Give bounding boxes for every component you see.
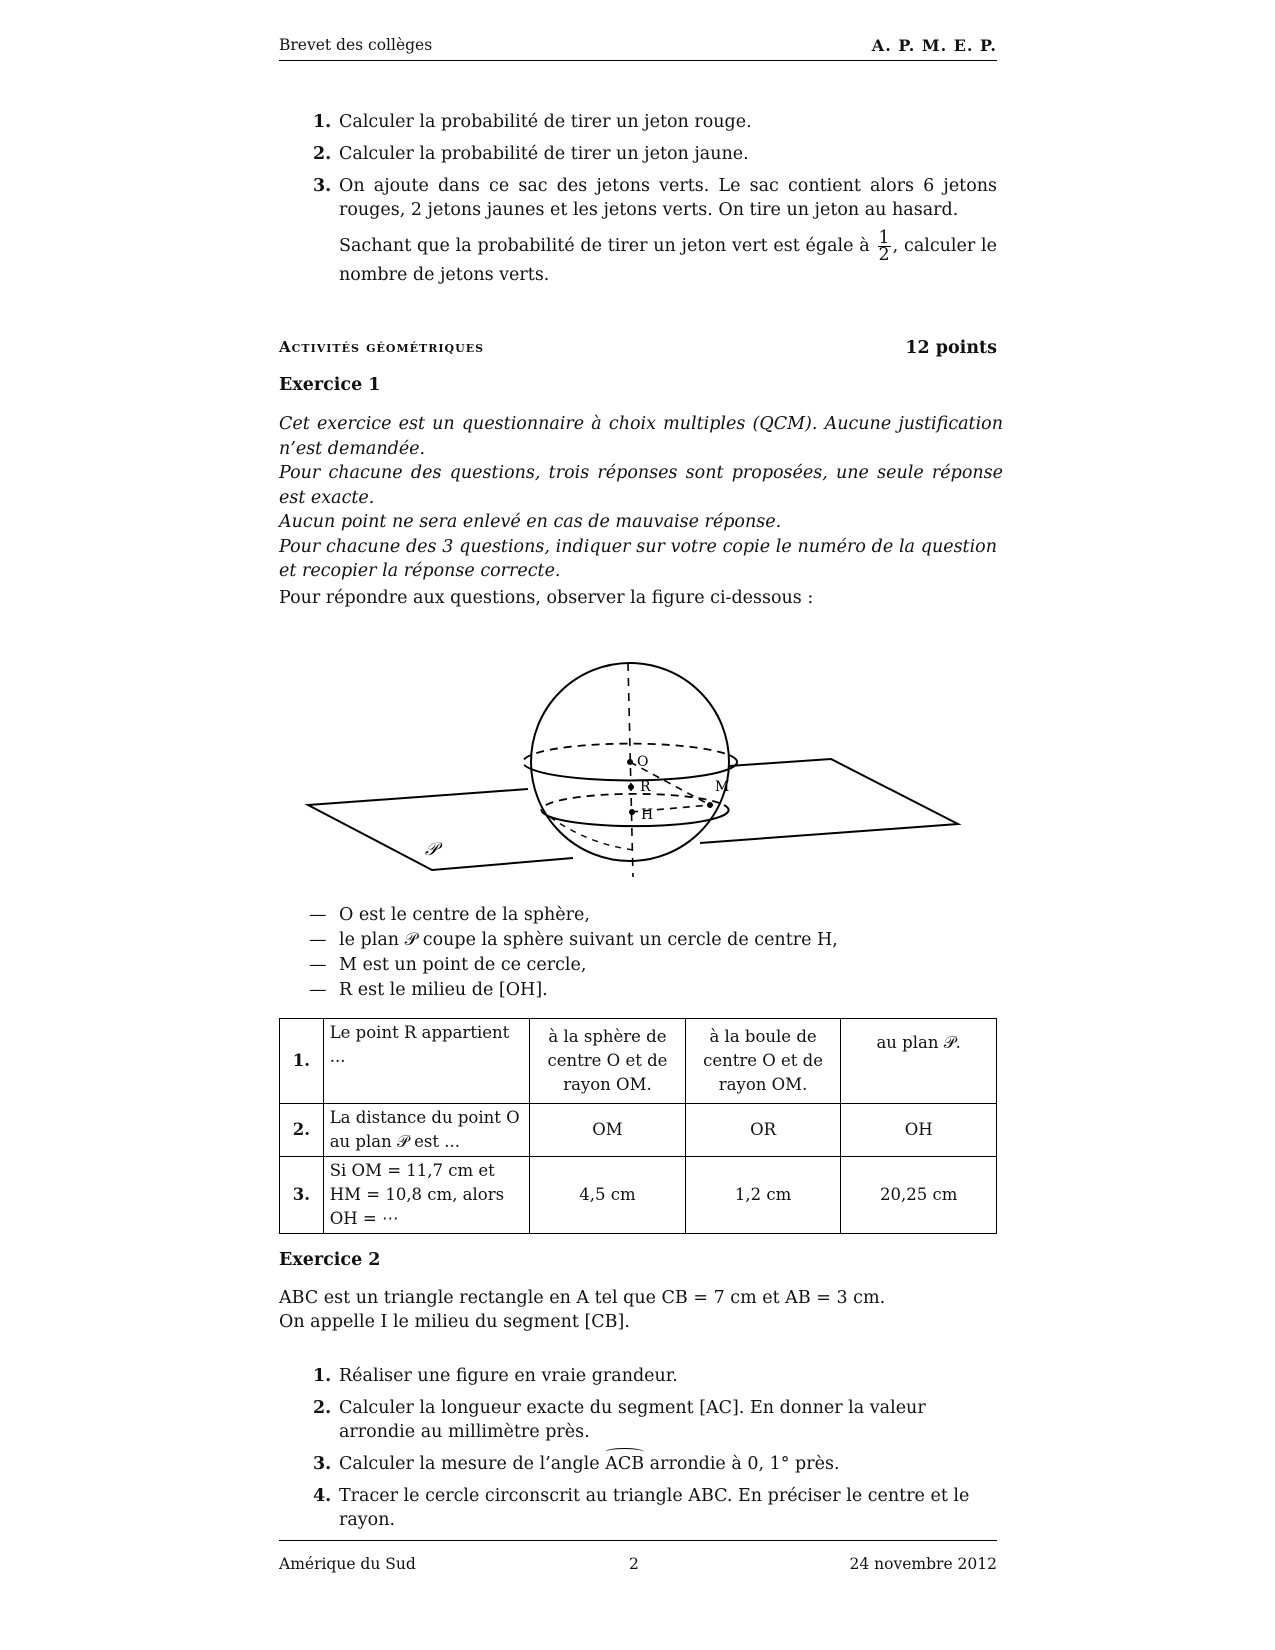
list-item: — le plan 𝒫 coupe la sphère suivant un cercle de centre H, <box>279 928 997 953</box>
answer-c: au plan 𝒫. <box>841 1019 997 1104</box>
page-number: 2 <box>629 1555 639 1573</box>
label-M: M <box>715 779 730 795</box>
question-number: 2. <box>313 1398 332 1418</box>
question-text: Calculer la mesure de l’angle <box>339 1454 600 1474</box>
sphere-plane-figure <box>290 645 970 880</box>
point-M <box>707 802 713 808</box>
list-item <box>279 1364 997 1388</box>
list-item <box>279 142 997 166</box>
section-front <box>546 805 729 826</box>
section-title: Activités géométriques <box>279 338 485 356</box>
question-number: 2. <box>313 144 332 164</box>
section-heading <box>279 338 997 364</box>
question-text: On ajoute dans ce sac des jetons verts. Le sac contient alors 6 jetons rouges, 2 jetons jaunes et les jetons verts. On tire un jeton au hasard. <box>339 176 997 220</box>
list-item: — O est le centre de la sphère, <box>279 903 997 928</box>
row-statement: La distance du point O au plan 𝒫 est ... <box>323 1104 529 1157</box>
intro-line: Aucun point ne sera enlevé en cas de mauvaise réponse. <box>279 512 782 532</box>
sentence-end: , calculer le nombre de jetons verts. <box>339 236 997 285</box>
answer-b: à la boule de centre O et de rayon OM. <box>685 1019 841 1104</box>
intro-line: ABC est un triangle rectangle en A tel que CB = 7 cm et AB = 3 cm. <box>279 1288 886 1308</box>
question-text: Réaliser une figure en vraie grandeur. <box>339 1366 678 1386</box>
plane-right-edge <box>700 759 958 843</box>
footer-left: Amérique du Sud <box>279 1555 416 1573</box>
row-number: 3. <box>280 1157 324 1234</box>
observe-text: Pour répondre aux questions, observer la figure ci-dessous : <box>279 588 814 608</box>
label-O: O <box>637 754 649 770</box>
list-item <box>279 110 997 134</box>
exercise-2-questions <box>279 1364 997 1540</box>
exercise-2-title: Exercice 2 <box>279 1250 381 1270</box>
header-left: Brevet des collèges <box>279 36 433 54</box>
row-statement: Si OM = 11,7 cm et HM = 10,8 cm, alors OH = ⋯ <box>323 1157 529 1234</box>
fraction <box>878 230 891 263</box>
question-text: arrondie à 0, 1° près. <box>649 1454 840 1474</box>
intro-line: Pour chacune des 3 questions, indiquer sur votre copie le numéro de la question et recopier la réponse correcte. <box>279 536 997 581</box>
question-text: Calculer la probabilité de tirer un jeton rouge. <box>339 112 752 132</box>
table-row <box>280 1104 997 1157</box>
sentence-start: Sachant que la probabilité de tirer un jeton vert est égale à <box>339 236 870 256</box>
row-statement: Le point R appartient ... <box>323 1019 529 1104</box>
table-row <box>280 1157 997 1234</box>
list-item: — R est le milieu de [OH]. <box>279 978 997 1003</box>
label-H: H <box>641 807 654 823</box>
equator-front <box>531 755 737 780</box>
answer-b: 1,2 cm <box>685 1157 841 1234</box>
equator-back <box>523 744 729 769</box>
qcm-table <box>279 1018 997 1234</box>
point-H <box>629 809 635 815</box>
table-row <box>280 1019 997 1104</box>
fraction-denominator: 2 <box>878 245 890 265</box>
question-text: Calculer la probabilité de tirer un jeton jaune. <box>339 144 749 164</box>
question-number: 3. <box>313 1454 332 1474</box>
label-plane: 𝒫 <box>425 839 438 860</box>
point-O <box>627 759 633 765</box>
answer-a: 4,5 cm <box>530 1157 686 1234</box>
answer-a: à la sphère de centre O et de rayon OM. <box>530 1019 686 1104</box>
footer-right: 24 novembre 2012 <box>849 1555 997 1573</box>
list-item <box>279 1484 997 1532</box>
label-R: R <box>640 779 651 795</box>
answer-b: OR <box>685 1104 841 1157</box>
header-right: A. P. M. E. P. <box>871 36 997 55</box>
question-number: 1. <box>313 112 332 132</box>
fraction-numerator: 1 <box>878 228 890 248</box>
angle-ACB: ACB <box>605 1454 645 1474</box>
plane-left-edge <box>308 789 573 870</box>
intro-line: Pour chacune des questions, trois réponses sont proposées, une seule réponse est exacte. <box>279 463 1003 508</box>
exercise-1-intro <box>279 412 1003 584</box>
intro-line: Cet exercice est un questionnaire à choix multiples (QCM). Aucune justification n’est demandée. <box>279 414 1003 459</box>
vertical-axis <box>628 663 633 877</box>
list-item <box>279 1452 997 1476</box>
section-points: 12 points <box>905 338 997 358</box>
answer-a: OM <box>530 1104 686 1157</box>
question-number: 4. <box>313 1486 332 1506</box>
intro-line: On appelle I le milieu du segment [CB]. <box>279 1312 630 1332</box>
exercise-1-title: Exercice 1 <box>279 375 381 395</box>
row-number: 1. <box>280 1019 324 1104</box>
question-number: 3. <box>313 176 332 196</box>
question-text: Calculer la longueur exacte du segment [AC]. En donner la valeur arrondie au millimètre près. <box>339 1398 926 1442</box>
row-number: 2. <box>280 1104 324 1157</box>
list-item <box>279 174 997 287</box>
point-R <box>628 784 634 790</box>
answer-c: OH <box>841 1104 997 1157</box>
question-number: 1. <box>313 1366 332 1386</box>
page-footer <box>279 1540 997 1585</box>
question-text: Tracer le cercle circonscrit au triangle ABC. En préciser le centre et le rayon. <box>339 1486 970 1530</box>
list-item <box>279 1396 997 1444</box>
list-item: — M est un point de ce cercle, <box>279 953 997 978</box>
figure-legend <box>279 903 997 1003</box>
probability-sentence <box>339 230 997 287</box>
top-questions <box>279 110 997 295</box>
exercise-2-intro <box>279 1286 885 1334</box>
answer-c: 20,25 cm <box>841 1157 997 1234</box>
page-header <box>279 36 997 61</box>
